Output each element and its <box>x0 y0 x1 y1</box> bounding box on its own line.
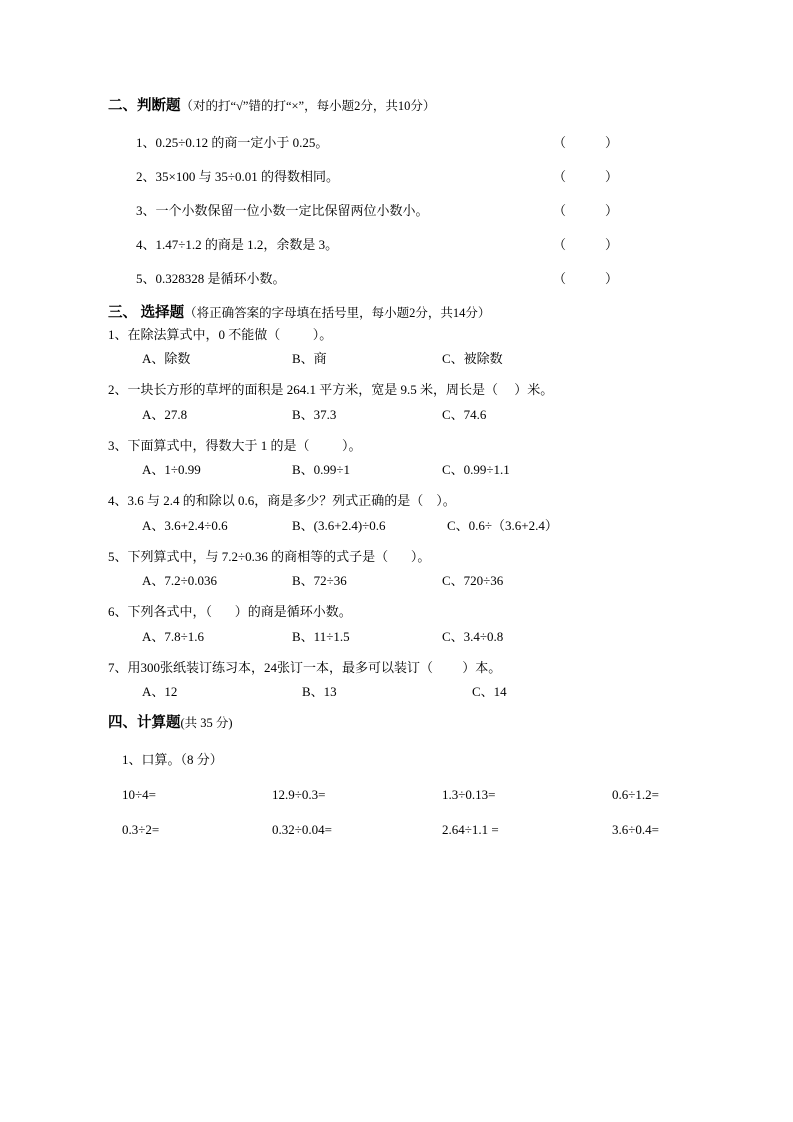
choice-question <box>108 436 698 479</box>
true-false-heading-title: 二、判断题 <box>108 98 181 114</box>
section-multiple-choice <box>108 303 698 700</box>
choice-option-c[interactable]: C、14 <box>472 684 507 699</box>
true-false-heading-note: （对的打“√”错的打“×”，每小题2分，共10分） <box>180 99 436 113</box>
answer-parentheses[interactable]: （ ） <box>552 270 618 286</box>
choice-options <box>108 515 698 534</box>
choice-question-stem: 4、3.6 与 2.4 的和除以 0.6，商是多少？列式正确的是（ ）。 <box>108 493 456 508</box>
choice-options <box>108 404 698 423</box>
choice-option-b[interactable]: B、13 <box>302 684 337 699</box>
choice-options <box>108 459 698 478</box>
choice-question <box>108 602 698 645</box>
choice-question <box>108 547 698 590</box>
choice-question-stem: 2、一块长方形的草坪的面积是 264.1 平方米，宽是 9.5 米，周长是（ ）米。 <box>108 382 554 397</box>
multiple-choice-heading-title: 三、 选择题 <box>108 304 185 321</box>
computation-problem[interactable]: 3.6÷0.4= <box>612 821 659 837</box>
section-true-false <box>108 96 698 287</box>
computation-problem[interactable]: 12.9÷0.3= <box>272 786 326 802</box>
true-false-item <box>108 200 698 219</box>
choice-option-a[interactable]: A、7.8÷1.6 <box>142 628 205 644</box>
choice-option-b[interactable]: B、(3.6+2.4)÷0.6 <box>292 517 386 533</box>
choice-option-c[interactable]: C、0.6÷（3.6+2.4） <box>447 517 558 533</box>
computation-heading-note: (共 35 分) <box>180 716 233 730</box>
multiple-choice-heading <box>108 303 698 325</box>
computation-problem[interactable]: 0.3÷2= <box>122 821 160 837</box>
answer-parentheses[interactable]: （ ） <box>552 134 618 150</box>
choice-question-stem: 5、下列算式中，与 7.2÷0.36 的商相等的式子是（ ）。 <box>108 548 431 564</box>
choice-option-b[interactable]: B、商 <box>292 351 327 366</box>
multiple-choice-heading-note: （将正确答案的字母填在括号里，每小题2分，共14分） <box>184 305 491 320</box>
computation-problem[interactable]: 10÷4= <box>122 786 156 802</box>
computation-problem[interactable]: 2.64÷1.1 = <box>442 821 499 837</box>
choice-options <box>108 570 698 589</box>
choice-option-b[interactable]: B、0.99÷1 <box>292 462 351 477</box>
choice-question-stem: 1、在除法算式中，0 不能做（ ）。 <box>108 326 333 342</box>
choice-option-c[interactable]: C、74.6 <box>442 406 487 422</box>
choice-question <box>108 380 698 423</box>
computation-row <box>108 822 698 838</box>
true-false-heading <box>108 96 698 118</box>
choice-option-a[interactable]: A、12 <box>142 684 178 699</box>
computation-problem[interactable]: 1.3÷0.13= <box>442 786 496 802</box>
true-false-item <box>108 166 698 185</box>
choice-option-c[interactable]: C、0.99÷1.1 <box>442 462 510 477</box>
choice-question <box>108 491 698 534</box>
true-false-item <box>108 132 698 151</box>
true-false-item-text: 1、0.25÷0.12 的商一定小于 0.25。 <box>136 134 329 150</box>
computation-subheading: 1、口算。（8 分） <box>122 751 223 767</box>
choice-question <box>108 658 698 701</box>
computation-row <box>108 787 698 803</box>
computation-heading-title: 四、计算题 <box>108 715 181 731</box>
true-false-item-text: 2、35×100 与 35÷0.01 的得数相同。 <box>136 168 339 184</box>
choice-options <box>108 626 698 645</box>
choice-option-a[interactable]: A、3.6+2.4÷0.6 <box>142 517 228 533</box>
computation-problem[interactable]: 0.32÷0.04= <box>272 821 332 837</box>
computation-heading <box>108 713 698 735</box>
choice-option-a[interactable]: A、1÷0.99 <box>142 462 201 477</box>
choice-option-b[interactable]: B、37.3 <box>292 406 337 422</box>
choice-option-c[interactable]: C、被除数 <box>442 351 503 366</box>
true-false-item <box>108 234 698 253</box>
choice-option-a[interactable]: A、27.8 <box>142 406 188 422</box>
true-false-item-text: 4、1.47÷1.2 的商是 1.2，余数是 3。 <box>136 236 339 252</box>
exam-content <box>108 96 698 838</box>
choice-option-b[interactable]: B、11÷1.5 <box>292 628 350 644</box>
true-false-item <box>108 268 698 287</box>
choice-question-stem: 7、用300张纸装订练习本，24张订一本，最多可以装订（ ）本。 <box>108 659 502 675</box>
choice-options <box>108 348 698 367</box>
choice-question-stem: 6、下列各式中，（ ）的商是循环小数。 <box>108 604 352 619</box>
true-false-item-text: 3、一个小数保留一位小数一定比保留两位小数小。 <box>136 202 429 218</box>
choice-option-a[interactable]: A、除数 <box>142 351 191 366</box>
computation-problem[interactable]: 0.6÷1.2= <box>612 786 659 802</box>
choice-option-c[interactable]: C、720÷36 <box>442 573 504 588</box>
choice-option-a[interactable]: A、7.2÷0.036 <box>142 573 218 588</box>
true-false-item-text: 5、0.328328 是循环小数。 <box>136 270 286 286</box>
answer-parentheses[interactable]: （ ） <box>552 236 618 252</box>
choice-options <box>108 681 698 700</box>
choice-question-stem: 3、下面算式中，得数大于 1 的是（ ）。 <box>108 437 362 453</box>
choice-option-b[interactable]: B、72÷36 <box>292 573 347 588</box>
choice-option-c[interactable]: C、3.4÷0.8 <box>442 628 504 644</box>
answer-parentheses[interactable]: （ ） <box>552 168 618 184</box>
answer-parentheses[interactable]: （ ） <box>552 202 618 218</box>
section-computation <box>108 713 698 838</box>
true-false-list <box>108 132 698 287</box>
choice-question <box>108 325 698 368</box>
